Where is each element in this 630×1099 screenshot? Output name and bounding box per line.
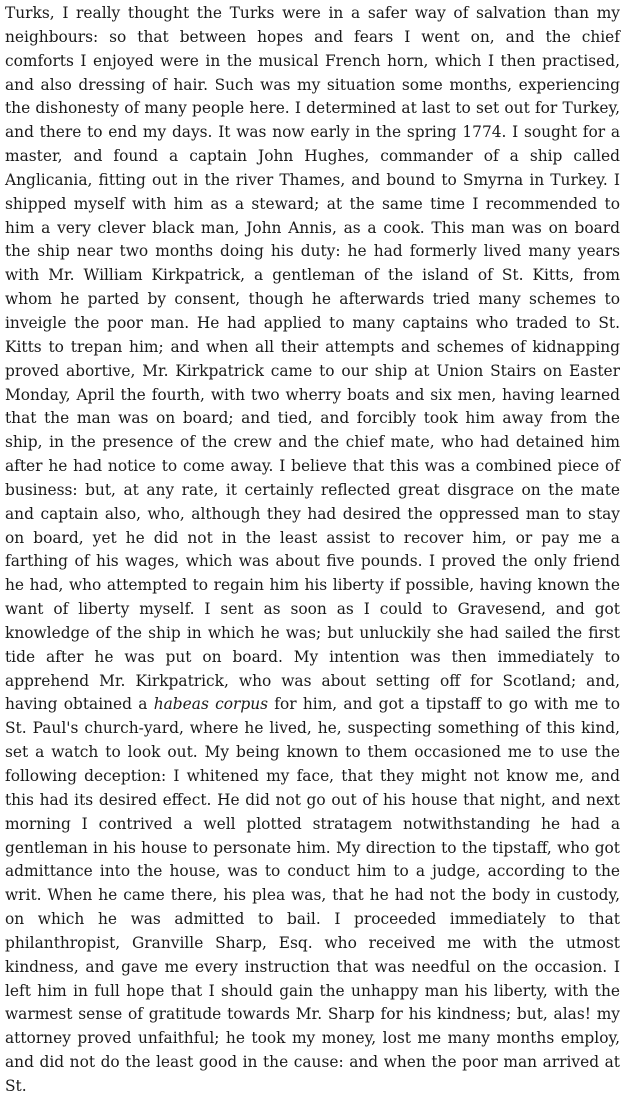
italic-phrase: habeas corpus [153, 695, 269, 714]
paragraph-text-part-1: Turks, I really thought the Turks were in a safer way of salvation than my neighbours: so that between hopes and fears I went on, and the chief comforts I enjoyed were in the musical French horn, which I then practised, and also dressing of hair. Such was my situation some months, experiencing the dishonesty of many people here. I determined at last to set out for Turkey, and there to end my days. It was now early in the spring 1774. I sought for a master, and found a captain John Hughes, commander of a ship called Anglicania, fitting out in the river Thames, and bound to Smyrna in Turkey. I shipped myself with him as a steward; at the same time I recommended to him a very clever black man, John Annis, as a cook. This man was on board the ship near two months doing his duty: he had formerly lived many years with Mr. William Kirkpatrick, a gentleman of the island of St. Kitts, from whom he parted by consent, though he afterwards tried many schemes to inveigle the poor man. He had applied to many captains who traded to St. Kitts to trepan him; and when all their attempts and schemes of kidnapping proved abortive, Mr. Kirkpatrick came to our ship at Union Stairs on Easter Monday, April the fourth, with two wherry boats and six men, having learned that the man was on board; and tied, and forcibly took him away from the ship, in the presence of the crew and the chief mate, who had detained him after he had notice to come away. I believe that this was a combined piece of business: but, at any rate, it certainly reflected great disgrace on the mate and captain also, who, although they had desired the oppressed man to stay on board, yet he did not in the least assist to recover him, or pay me a farthing of his wages, which was about five pounds. I proved the only friend he had, who attempted to regain him his liberty if possible, having known the want of liberty myself. I sent as soon as I could to Gravesend, and got knowledge of the ship in which he was; but unluckily she had sailed the first tide after he was put on board. My intention was then immediately to apprehend Mr. Kirkpatrick, who was about setting off for Scotland; and, having obtained a [5, 4, 620, 714]
body-paragraph [5, 2, 620, 1099]
paragraph-text-part-2: for him, and got a tipstaff to go with me to St. Paul's church-yard, where he lived, he, suspecting something of this kind, set a watch to look out. My being known to them occasioned me to use the following deception: I whitened my face, that they might not know me, and this had its desired effect. He did not go out of his house that night, and next morning I contrived a well plotted stratagem notwithstanding he had a gentleman in his house to personate him. My direction to the tipstaff, who got admittance into the house, was to conduct him to a judge, according to the writ. When he came there, his plea was, that he had not the body in custody, on which he was admitted to bail. I proceeded immediately to that philanthropist, Granville Sharp, Esq. who received me with the utmost kindness, and gave me every instruction that was needful on the occasion. I left him in full hope that I should gain the unhappy man his liberty, with the warmest sense of gratitude towards Mr. Sharp for his kindness; but, alas! my attorney proved unfaithful; he took my money, lost me many months employ, and did not do the least good in the cause: and when the poor man arrived at St. [5, 695, 621, 1095]
